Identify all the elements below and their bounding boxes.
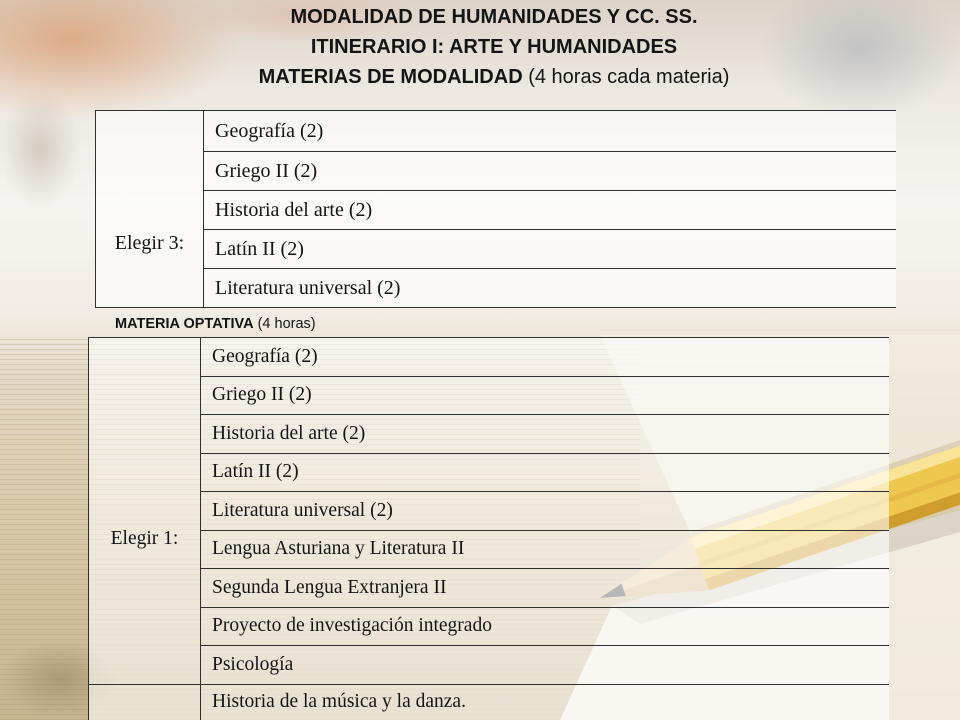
optativa-table xyxy=(88,337,889,720)
optativa-hours-note: (4 horas) xyxy=(257,316,316,332)
choose-count-cell: Elegir 3: xyxy=(96,111,204,308)
title-line-modalidad: MODALIDAD DE HUMANIDADES Y CC. SS. xyxy=(290,6,698,28)
modalidad-table xyxy=(95,110,896,308)
subject-cell: Proyecto de investigación integrado xyxy=(201,607,890,646)
table-row xyxy=(96,111,897,152)
table-row xyxy=(96,191,897,230)
subject-cell: Historia del arte (2) xyxy=(201,415,890,454)
optativa-table-container xyxy=(88,337,889,720)
subject-cell: Literatura universal (2) xyxy=(201,492,890,531)
subject-cell: Geografía (2) xyxy=(204,111,897,152)
subject-cell: Latín II (2) xyxy=(201,453,890,492)
subject-cell: Historia del arte (2) xyxy=(204,191,897,230)
background-tan-blur xyxy=(0,90,80,210)
optativa-heading-title: MATERIA OPTATIVA xyxy=(115,316,254,332)
subject-cell: Literatura universal (2) xyxy=(204,269,897,308)
empty-cell xyxy=(89,684,201,720)
title-line-materias xyxy=(28,62,960,92)
subject-cell: Griego II (2) xyxy=(201,376,890,415)
table-row xyxy=(96,230,897,269)
table-row xyxy=(89,376,890,415)
choose-count-cell: Elegir 1: xyxy=(89,338,201,685)
table-row xyxy=(96,269,897,308)
table-row xyxy=(89,646,890,685)
optativa-heading xyxy=(115,314,316,334)
subject-cell: Lengua Asturiana y Literatura II xyxy=(201,530,890,569)
table-row xyxy=(89,415,890,454)
title-materias-modalidad: MATERIAS DE MODALIDAD xyxy=(258,66,523,88)
table-row xyxy=(89,338,890,377)
table-row xyxy=(89,684,890,720)
title-line-itinerario: ITINERARIO I: ARTE Y HUMANIDADES xyxy=(310,36,678,58)
table-row xyxy=(89,607,890,646)
subject-cell: Segunda Lengua Extranjera II xyxy=(201,569,890,608)
subject-cell: Latín II (2) xyxy=(204,230,897,269)
subject-cell: Griego II (2) xyxy=(204,152,897,191)
table-row xyxy=(89,530,890,569)
slide-title xyxy=(28,2,960,92)
subject-cell: Psicología xyxy=(201,646,890,685)
table-row xyxy=(89,492,890,531)
title-hours-note: (4 horas cada materia) xyxy=(528,66,730,88)
table-row xyxy=(89,569,890,608)
modalidad-table-container xyxy=(95,110,896,308)
table-row xyxy=(89,453,890,492)
subject-cell: Historia de la música y la danza. xyxy=(201,684,890,720)
subject-cell: Geografía (2) xyxy=(201,338,890,377)
table-row xyxy=(96,152,897,191)
